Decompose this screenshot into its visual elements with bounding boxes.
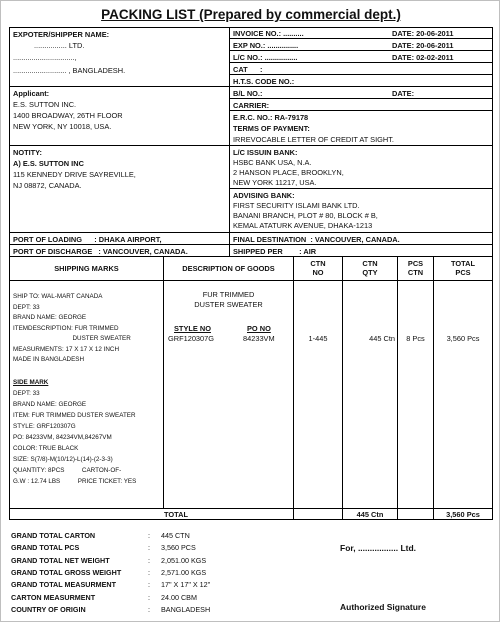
col-pcs-ctn: CTN	[407, 268, 424, 277]
rule	[230, 74, 492, 75]
col-ctn-no: CTN	[310, 259, 326, 268]
notify-label: NOTITY:	[13, 148, 43, 157]
lc-issuing-bank-line: NEW YORK 11217, USA.	[233, 178, 317, 187]
payment-terms-value: IRREVOCABLE LETTER OF CREDIT AT SIGHT.	[233, 135, 394, 144]
shipping-mark-line: DUSTER SWEATER	[13, 335, 131, 342]
rule	[230, 98, 492, 99]
rule	[293, 256, 294, 520]
lc-date: DATE: 02-02-2011	[392, 53, 454, 62]
shipping-mark-line: DEPT: 33	[13, 303, 40, 311]
total-ctn: 445 Ctn	[356, 510, 384, 519]
pcs-ctn-value: 8 Pcs	[406, 334, 425, 343]
col-ctn-qty: QTY	[362, 268, 378, 277]
hts-code: H.T.S. CODE NO.:	[233, 77, 295, 86]
applicant-label: Applicant:	[13, 89, 50, 98]
exp-date: DATE: 20-06-2011	[392, 41, 454, 50]
erc-no: E.R.C. NO.: RA-79178	[233, 113, 309, 122]
for-company: For, ................. Ltd.	[340, 543, 417, 553]
notify-line: A) E.S. SUTTON INC	[13, 159, 84, 168]
applicant-line: NEW YORK, NY 10018, USA.	[13, 122, 112, 131]
po-no-value: 84233VM	[243, 334, 275, 343]
lc-issuing-bank-label: L/C ISSUIN BANK:	[233, 148, 298, 157]
lc-issuing-bank-line: HSBC BANK USA, N.A.	[233, 158, 312, 167]
shipping-mark-line: MEASURMENTS: 17 X 17 X 12 INCH	[13, 345, 120, 353]
side-mark-line: G.W : 12.74 LBS PRICE TICKET: YES	[13, 478, 137, 485]
lc-issuing-bank-line: 2 HANSON PLACE, BROOKLYN,	[233, 168, 344, 177]
summary-colon: :	[148, 580, 150, 590]
rule	[397, 256, 398, 520]
summary-label: CARTON MEASURMENT	[11, 592, 96, 602]
po-no-label: PO NO	[247, 324, 271, 333]
summary-label: GRAND TOTAL PCS	[11, 543, 80, 553]
summary-colon: :	[148, 531, 150, 540]
side-mark-line: COLOR: TRUE BLACK	[13, 445, 79, 452]
cat-field: CAT :	[233, 65, 263, 74]
summary-value: 3,560 PCS	[161, 543, 196, 553]
packing-list-grid	[9, 27, 493, 520]
final-destination: FINAL DESTINATION : VANCOUVER, CANADA.	[233, 235, 400, 244]
total-pcs-value: 3,560 Pcs	[446, 334, 480, 343]
total-label: TOTAL	[164, 510, 188, 519]
col-total-pcs: PCS	[455, 268, 471, 277]
exp-no: EXP NO.: ...............	[233, 41, 299, 50]
shipped-per: SHIPPED PER : AIR	[233, 247, 317, 256]
summary-value: 2,571.00 KGS	[161, 567, 207, 577]
shipper-line: ................ LTD.	[34, 41, 85, 50]
summary-label: COUNTRY OF ORIGIN	[11, 604, 86, 614]
port-of-discharge: PORT OF DISCHARGE : VANCOUVER, CANADA.	[13, 247, 188, 256]
advising-bank-line: BANANI BRANCH, PLOT # 80, BLOCK # B,	[233, 211, 378, 220]
rule	[433, 256, 434, 520]
invoice-date: DATE: 20-06-2011	[392, 29, 454, 38]
summary-value: 2,051.00 KGS	[161, 555, 207, 565]
lc-no: L/C NO.: ................	[233, 53, 298, 62]
advising-bank-line: KEMAL ATATURK AVENUE, DHAKA-1213	[233, 221, 373, 230]
summary-colon: :	[148, 592, 150, 602]
ctn-no-value: 1-445	[308, 334, 328, 343]
rule	[10, 508, 492, 509]
summary-label: GRAND TOTAL NET WEIGHT	[11, 555, 110, 565]
goods-line: FUR TRIMMED	[202, 290, 255, 299]
col-shipping-marks: SHIPPING MARKS	[54, 264, 119, 273]
invoice-no: INVOICE NO.: ..........	[233, 29, 304, 38]
summary-colon: :	[148, 604, 150, 614]
notify-line: NJ 08872, CANADA.	[13, 181, 82, 190]
carrier: CARRIER:	[233, 101, 270, 110]
bl-no: B/L NO.:	[233, 89, 263, 98]
notify-line: 115 KENNEDY DRIVE SAYREVILLE,	[13, 170, 136, 179]
side-mark-label: SIDE MARK	[13, 379, 49, 386]
rule	[10, 280, 492, 281]
summary-value: 24.00 CBM	[161, 592, 197, 602]
rule	[229, 28, 230, 256]
shipping-mark-line: SHIP TO: WAL-MART CANADA	[13, 293, 103, 300]
total-pcs: 3,560 Pcs	[446, 510, 480, 519]
col-ctn-qty: CTN	[362, 259, 378, 268]
col-description: DESCRIPTION OF GOODS	[182, 264, 275, 273]
summary-label: GRAND TOTAL GROSS WEIGHT	[11, 567, 122, 577]
side-mark-line: DEPT: 33	[13, 390, 40, 397]
side-mark-line: SIZE: S(7/8)-M(10/12)-L(14)-(2-3-3)	[13, 456, 113, 463]
summary-value: 17" X 17" X 12"	[161, 580, 211, 590]
port-of-loading: PORT OF LOADING : DHAKA AIRPORT,	[13, 235, 162, 244]
ctn-qty-value: 445 Ctn	[369, 334, 395, 343]
col-pcs-ctn: PCS	[407, 259, 424, 268]
applicant-line: 1400 BROADWAY, 26TH FLOOR	[13, 111, 123, 120]
authorized-signature: Authorized Signature	[340, 602, 426, 612]
summary-colon: :	[148, 543, 150, 553]
applicant-line: E.S. SUTTON INC.	[13, 100, 77, 109]
col-ctn-no: NO	[312, 268, 324, 277]
side-mark-line: BRAND NAME: GEORGE	[13, 401, 87, 408]
style-no-label: STYLE NO	[174, 324, 211, 333]
summary-colon: :	[148, 555, 150, 565]
summary-colon: :	[148, 567, 150, 577]
style-no-value: GRF120307G	[168, 334, 215, 343]
summary-value: BANGLADESH	[161, 604, 211, 614]
shipper-label: EXPOTER/SHIPPER NAME:	[13, 30, 110, 39]
rule	[10, 145, 492, 146]
side-mark-line: PO: 84233VM, 84234VM,84267VM	[13, 434, 112, 441]
rule	[10, 232, 492, 233]
shipping-mark-line: MADE IN BANGLADESH	[13, 356, 85, 363]
col-total-pcs: TOTAL	[451, 259, 475, 268]
bl-date: DATE:	[392, 89, 415, 98]
goods-line: DUSTER SWEATER	[194, 300, 263, 309]
side-mark-line: QUANTITY: 8PCS CARTON-OF-	[13, 467, 122, 474]
rule	[230, 110, 492, 111]
advising-bank-line: FIRST SECURITY ISLAMI BANK LTD.	[233, 201, 360, 210]
shipping-mark-line: ITEMDESCRIPTION: FUR TRIMMED	[13, 324, 119, 332]
side-mark-line: STYLE: GRF120307G	[13, 423, 76, 430]
payment-terms-label: TERMS OF PAYMENT:	[233, 124, 310, 133]
side-mark-line: ITEM: FUR TRIMMED DUSTER SWEATER	[13, 412, 136, 419]
shipper-line: .......................... , BANGLADESH.	[13, 66, 126, 75]
shipping-mark-line: BRAND NAME: GEORGE	[13, 314, 87, 321]
advising-bank-label: ADVISING BANK:	[233, 191, 295, 200]
rule	[230, 188, 492, 189]
summary-label: GRAND TOTAL CARTON	[11, 531, 96, 540]
rule	[342, 256, 343, 520]
summary-label: GRAND TOTAL MEASURMENT	[11, 580, 117, 590]
document-title: PACKING LIST (Prepared by commercial dept.)	[101, 7, 401, 22]
shipper-line: ..............................,	[13, 53, 77, 62]
summary-value: 445 CTN	[161, 531, 190, 540]
